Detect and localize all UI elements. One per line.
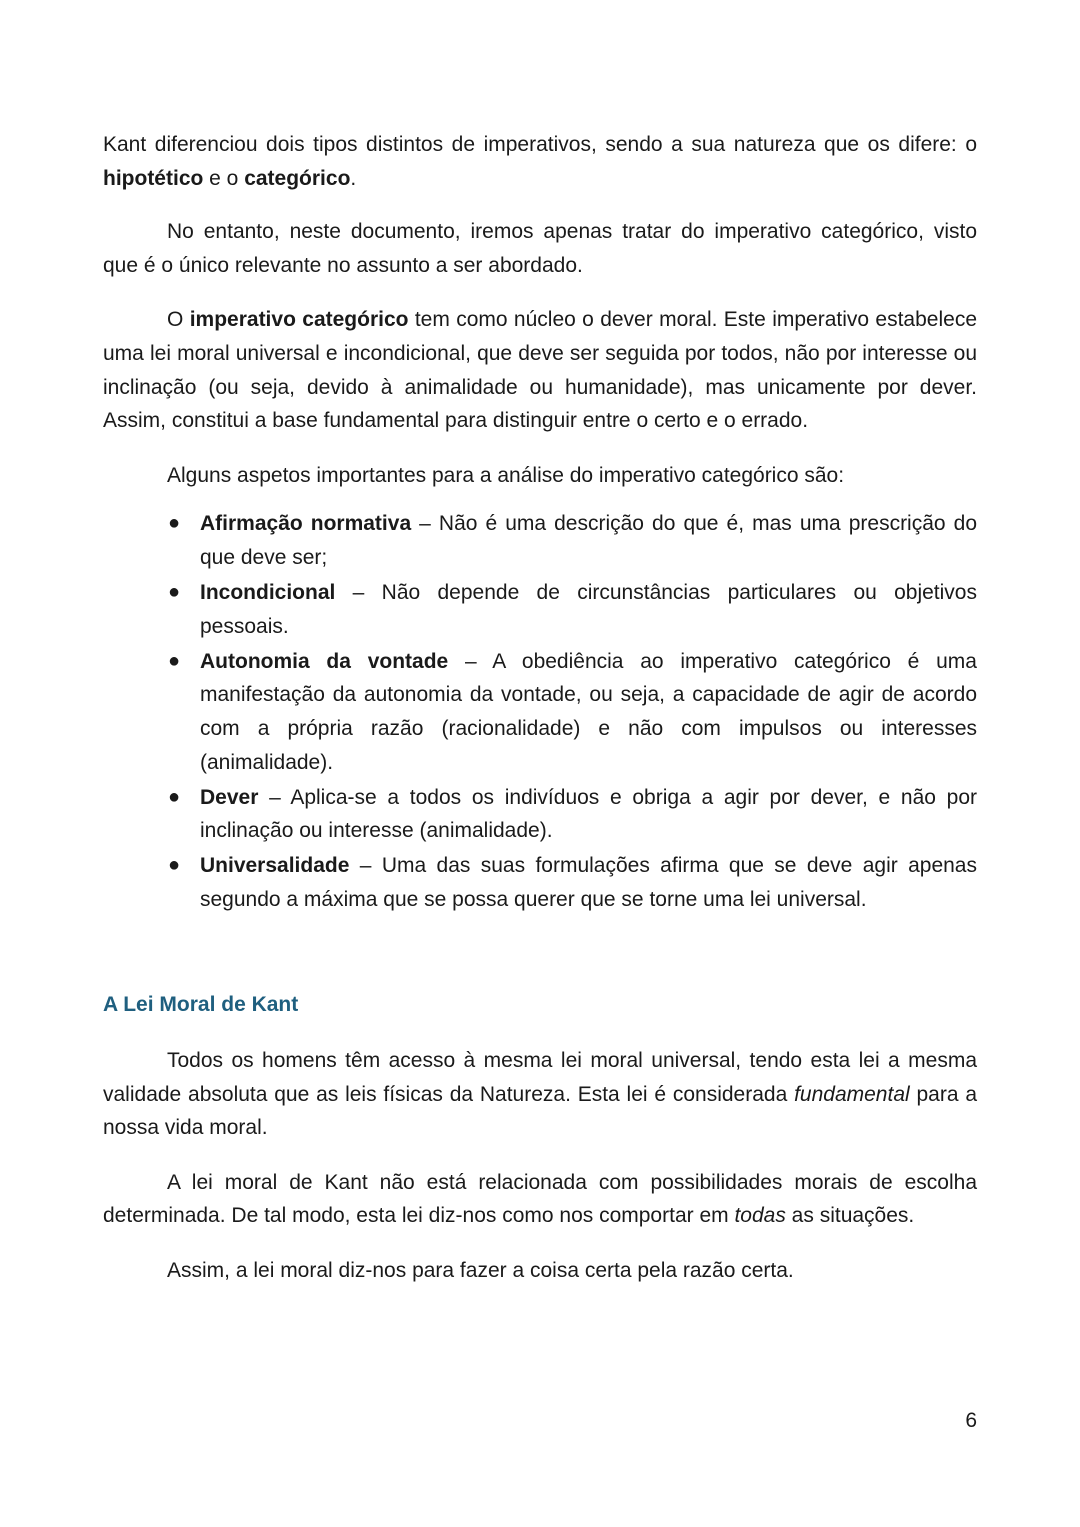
definition-lead: O	[167, 308, 190, 332]
list-item	[168, 781, 977, 848]
moral-law-end-1: para a nossa vida moral.	[103, 1082, 977, 1140]
scope-paragraph: No entanto, neste documento, iremos apenas tratar do imperativo categórico, visto que é o único relevante no assunto a ser abordado.	[103, 220, 977, 277]
moral-law-text-2: A lei moral de Kant não está relacionada com possibilidades morais de escolha determinada. De tal modo, esta lei diz-nos como nos comportar em	[103, 1170, 977, 1228]
list-item	[168, 849, 977, 916]
emphasis-todas: todas	[734, 1204, 786, 1228]
page-content	[103, 128, 977, 1309]
definition-text: tem como núcleo o dever moral. Este imperativo estabelece uma lei moral universal e incondicional, que deve ser seguida por todos, não por interesse ou inclinação (ou seja, devido à animalidade ou humanidade), mas unicamente por dever. Assim, constitui a base fundamental para distinguir entre o certo e o errado.	[103, 308, 977, 433]
bullet-icon: ●	[168, 854, 181, 877]
aspects-intro: Alguns aspetos importantes para a análise do imperativo categórico são:	[167, 463, 845, 487]
aspect-term: Dever	[200, 785, 259, 809]
intro-mid: e o	[203, 166, 245, 190]
intro-text: Kant diferenciou dois tipos distintos de imperativos, sendo a sua natureza que os difere: o	[103, 133, 977, 156]
aspect-desc: A obediência ao imperativo categórico é uma manifestação da autonomia da vontade, ou seja, a capacidade de agir de acordo com a própria razão (racionalidade) e não com impulsos ou interesses (animalidade).	[200, 649, 977, 774]
aspect-desc: Aplica-se a todos os indivíduos e obriga a agir por dever, e não por inclinação ou interesse (animalidade).	[200, 785, 977, 843]
page-number: 6	[965, 1409, 977, 1432]
intro-end: .	[350, 166, 357, 190]
aspect-desc: Não é uma descrição do que é, mas uma prescrição do que deve ser;	[200, 512, 977, 569]
aspect-desc: Não depende de circunstâncias particulares ou objetivos pessoais.	[200, 581, 977, 638]
aspect-separator: –	[258, 785, 291, 809]
moral-law-paragraph-1	[103, 1044, 977, 1145]
list-item	[168, 576, 977, 643]
term-imperativo-categorico: imperativo categórico	[189, 308, 409, 332]
aspect-separator: –	[335, 581, 382, 605]
aspect-separator: –	[349, 854, 382, 878]
section-heading: A Lei Moral de Kant	[103, 993, 299, 1017]
aspect-separator: –	[411, 512, 439, 536]
emphasis-fundamental: fundamental	[794, 1082, 910, 1106]
aspects-list	[103, 507, 977, 916]
moral-law-paragraph-3: Assim, a lei moral diz-nos para fazer a coisa certa pela razão certa.	[167, 1259, 794, 1283]
aspect-term: Incondicional	[200, 581, 336, 605]
aspect-separator: –	[448, 649, 493, 673]
bullet-icon: ●	[168, 649, 181, 672]
aspect-term: Universalidade	[200, 854, 350, 878]
moral-law-end-2: as situações.	[785, 1204, 915, 1228]
term-hipotetico: hipotético	[103, 166, 204, 190]
list-item	[168, 507, 977, 574]
bullet-icon: ●	[168, 512, 181, 535]
bullet-icon: ●	[168, 785, 181, 808]
bullet-icon: ●	[168, 581, 181, 604]
term-categorico: categórico	[244, 166, 351, 190]
moral-law-paragraph-2	[103, 1166, 977, 1233]
moral-law-text-1: Todos os homens têm acesso à mesma lei moral universal, tendo esta lei a mesma validade absoluta que as leis físicas da Natureza. Esta lei é considerada	[103, 1049, 977, 1106]
aspect-desc: Uma das suas formulações afirma que se deve agir apenas segundo a máxima que se possa querer que se torne uma lei universal.	[200, 854, 977, 911]
aspect-term: Autonomia da vontade	[200, 649, 449, 673]
aspect-term: Afirmação normativa	[200, 512, 412, 536]
intro-paragraph	[103, 128, 977, 195]
list-item	[168, 645, 977, 779]
definition-paragraph	[103, 303, 977, 437]
